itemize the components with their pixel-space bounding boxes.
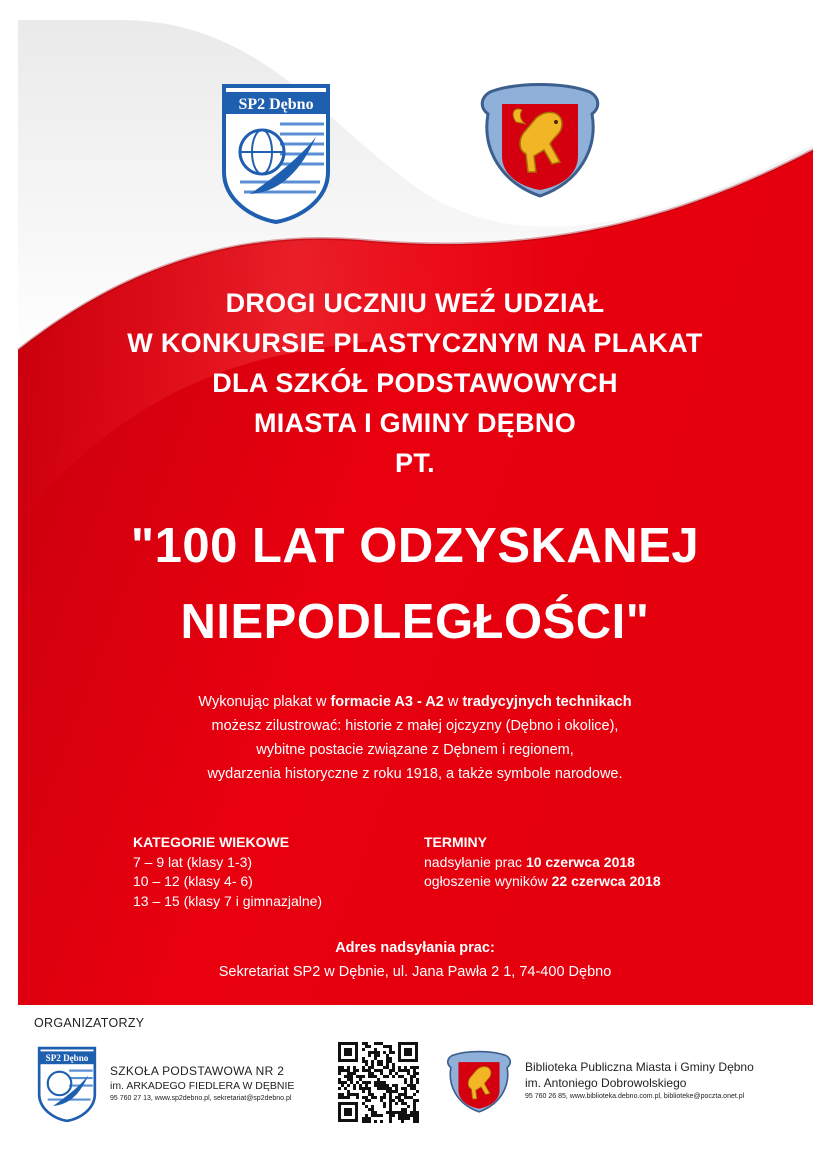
description [0, 690, 830, 786]
library-coat-of-arms [444, 1048, 514, 1114]
qr-code [336, 1040, 420, 1124]
school-shield-logo [220, 82, 332, 224]
category-item: 7 – 9 lat (klasy 1-3) [133, 853, 253, 870]
school-organizer [110, 1064, 330, 1102]
title-line-2: NIEPODLEGŁOŚCI" [180, 595, 650, 649]
category-item: 13 – 15 (klasy 7 i gimnazjalne) [133, 892, 323, 909]
description-line-1: Wykonując plakat w formacie A3 - A2 w tradycyjnych technikach [198, 694, 632, 710]
school-logo-text: SP2 Dębno [238, 96, 314, 113]
school-sub: im. ARKADEGO FIEDLERA W DĘBNIE [110, 1080, 295, 1092]
categories-heading: KATEGORIE WIEKOWE [133, 834, 290, 850]
headline-line-2: W KONKURSIE PLASTYCZNYM NA PLAKAT [127, 328, 703, 358]
title-line-1: "100 LAT ODZYSKANEJ [130, 519, 700, 573]
headline-line-3: DLA SZKÓŁ PODSTAWOWYCH [212, 368, 618, 398]
term-results: ogłoszenie wyników 22 czerwca 2018 [424, 873, 661, 889]
address-heading: Adres nadsyłania prac: [335, 940, 495, 956]
headline-line-4: MIASTA I GMINY DĘBNO [253, 408, 576, 438]
school-logo-small-text: SP2 Dębno [45, 1052, 89, 1063]
headline [0, 283, 830, 483]
library-contact: 95 760 26 85, www.biblioteka.debno.com.pl, biblioteke@poczta.onet.pl [525, 1093, 745, 1100]
organizers-label: ORGANIZATORZY [34, 1016, 145, 1030]
library-name: Biblioteka Publiczna Miasta i Gminy Dębno [525, 1060, 754, 1074]
terms-heading: TERMINY [424, 834, 487, 850]
headline-line-1: DROGI UCZNIU WEŹ UDZIAŁ [225, 288, 605, 318]
address [0, 936, 830, 984]
description-line-3: wybitne postacie związane z Dębnem i regionem, [256, 742, 574, 758]
school-shield-logo-small [37, 1046, 97, 1122]
school-name: SZKOŁA PODSTAWOWA NR 2 [110, 1064, 285, 1078]
description-line-4: wydarzenia historyczne z roku 1918, a także symbole narodowe. [207, 766, 623, 782]
age-categories [133, 833, 413, 911]
debno-coat-of-arms [476, 78, 604, 200]
term-submission: nadsyłanie prac 10 czerwca 2018 [424, 853, 635, 870]
poster-title [0, 508, 830, 660]
deadlines [424, 833, 724, 892]
category-item: 10 – 12 (klasy 4- 6) [133, 873, 253, 889]
library-organizer [525, 1060, 815, 1100]
school-contact: 95 760 27 13, www.sp2debno.pl, sekretariat@sp2debno.pl [110, 1095, 292, 1102]
description-line-2: możesz zilustrować: historie z małej ojczyzny (Dębno i okolice), [211, 718, 619, 734]
library-sub: im. Antoniego Dobrowolskiego [525, 1076, 687, 1090]
address-line: Sekretariat SP2 w Dębnie, ul. Jana Pawła 2 1, 74-400 Dębno [218, 964, 612, 980]
headline-line-5: PT. [395, 448, 435, 478]
